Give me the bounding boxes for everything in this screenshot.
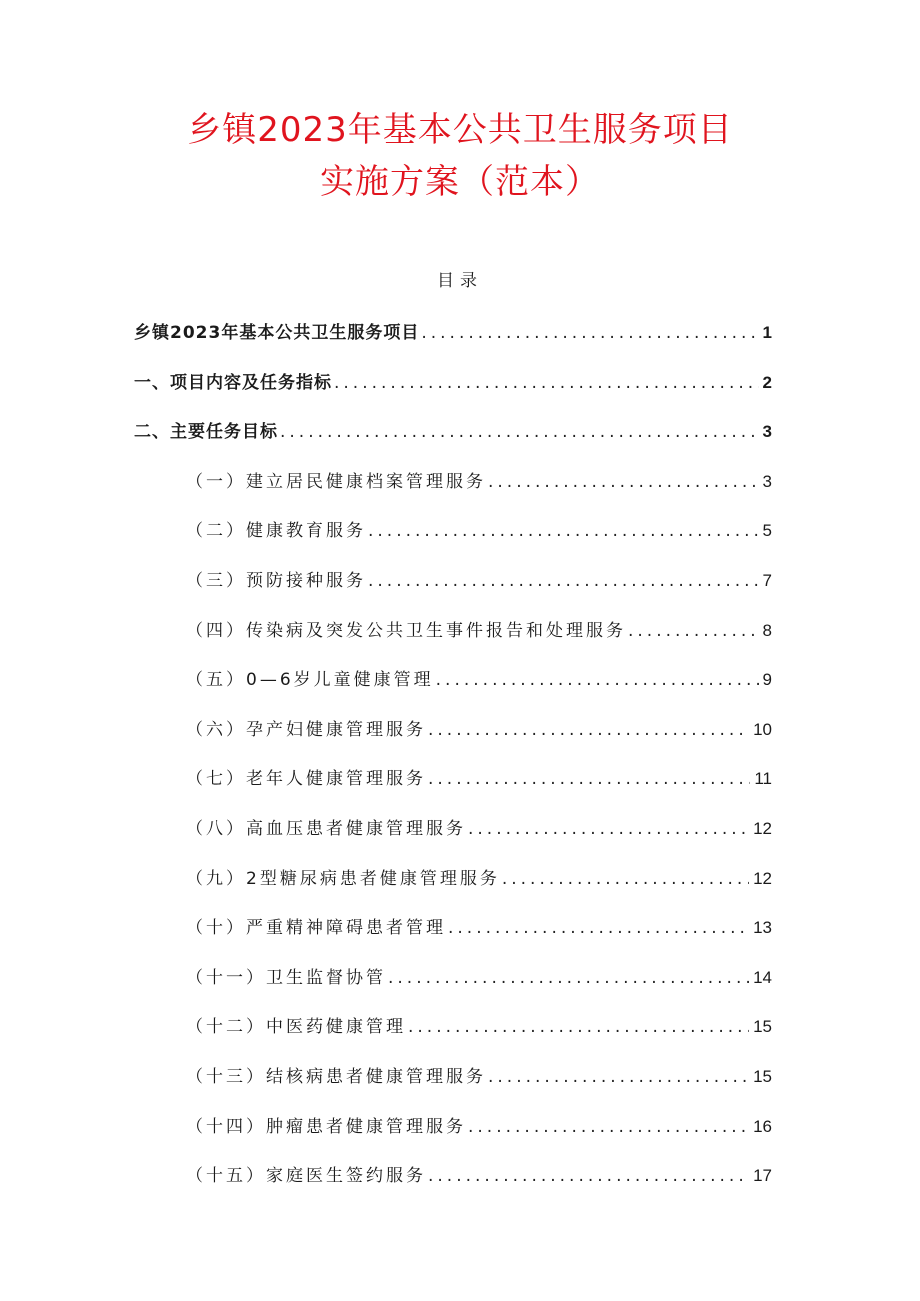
toc-entry-title: （四）传染病及突发公共卫生事件报告和处理服务 [186,621,626,641]
toc-entry[interactable] [186,1112,772,1138]
toc-entry-title: （九）2型糖尿病患者健康管理服务 [186,869,500,889]
toc-entry-title: 二、主要任务目标 [134,422,278,442]
toc-entry[interactable] [186,1062,772,1088]
toc-entry-title: 乡镇2023年基本公共卫生服务项目 [134,323,420,343]
toc-dot-leader [280,421,759,443]
toc-dot-leader [502,868,749,890]
toc-page-number: 15 [753,1017,772,1036]
toc-dot-leader [408,1016,749,1038]
toc-entry-title: （六）孕产妇健康管理服务 [186,720,426,740]
toc-page-number: 8 [762,621,772,640]
toc-dot-leader [421,322,758,344]
toc-entry-title: （二）健康教育服务 [186,521,366,541]
toc-entry[interactable] [186,715,772,741]
toc-page-number: 13 [753,918,772,937]
toc-entry-title: （七）老年人健康管理服务 [186,769,426,789]
toc-page-number: 10 [753,720,772,739]
toc-entry[interactable] [186,764,772,790]
toc-entry[interactable] [186,467,772,493]
toc-dot-leader [468,1116,749,1138]
toc-entry-title: （十五）家庭医生签约服务 [186,1166,426,1186]
toc-dot-leader [468,818,749,840]
toc-entry[interactable] [186,864,772,890]
toc-page-number: 16 [753,1117,772,1136]
toc-dot-leader [448,917,749,939]
toc-entry-title: （十一）卫生监督协管 [186,968,386,988]
toc-entry[interactable] [186,616,772,642]
toc-dot-leader [488,1066,749,1088]
toc-page-number: 5 [762,521,772,540]
document-title [0,104,920,208]
toc-page-number: 12 [753,819,772,838]
toc-entry-title: 一、项目内容及任务指标 [134,373,332,393]
toc-entry[interactable] [186,913,772,939]
toc-page-number: 1 [762,323,772,342]
toc-entry[interactable] [186,566,772,592]
toc-page-number: 17 [753,1166,772,1185]
toc-entry-title: （十）严重精神障碍患者管理 [186,918,446,938]
toc-dot-leader [488,471,759,493]
toc-page-number: 3 [762,422,772,441]
toc-page-number: 15 [753,1067,772,1086]
toc-dot-leader [428,719,749,741]
toc-entry-title: （三）预防接种服务 [186,571,366,591]
toc-entry[interactable] [186,963,772,989]
toc-entry[interactable] [134,368,772,394]
toc-entry[interactable] [186,1012,772,1038]
toc-entry[interactable] [186,1161,772,1187]
title-line-1: 乡镇2023年基本公共卫生服务项目 [187,110,733,150]
toc-dot-leader [428,768,750,790]
toc-page-number: 12 [753,869,772,888]
toc-dot-leader [628,620,759,642]
toc-entry-title: （五）0—6岁儿童健康管理 [186,670,434,690]
toc-entry[interactable] [134,318,772,344]
toc-entry[interactable] [186,665,772,691]
toc-entry-title: （一）建立居民健康档案管理服务 [186,472,486,492]
toc-page-number: 11 [754,769,772,788]
toc-dot-leader [436,669,759,691]
toc-entry-title: （十三）结核病患者健康管理服务 [186,1067,486,1087]
toc-page-number: 9 [762,670,772,689]
toc-entry-title: （八）高血压患者健康管理服务 [186,819,466,839]
toc-page-number: 14 [753,968,772,987]
toc-entry[interactable] [134,417,772,443]
toc-entry-title: （十二）中医药健康管理 [186,1017,406,1037]
toc-dot-leader [428,1165,749,1187]
toc-entry[interactable] [186,814,772,840]
toc-page-number: 3 [762,472,772,491]
toc-dot-leader [334,372,759,394]
toc-dot-leader [368,570,759,592]
toc-entry-title: （十四）肿瘤患者健康管理服务 [186,1117,466,1137]
toc-dot-leader [388,967,749,989]
title-line-2: 实施方案（范本） [320,162,600,202]
toc-dot-leader [368,520,759,542]
toc-page-number: 7 [762,571,772,590]
toc-entry[interactable] [186,516,772,542]
toc-page-number: 2 [762,373,772,392]
toc-heading: 目录 [437,271,483,291]
